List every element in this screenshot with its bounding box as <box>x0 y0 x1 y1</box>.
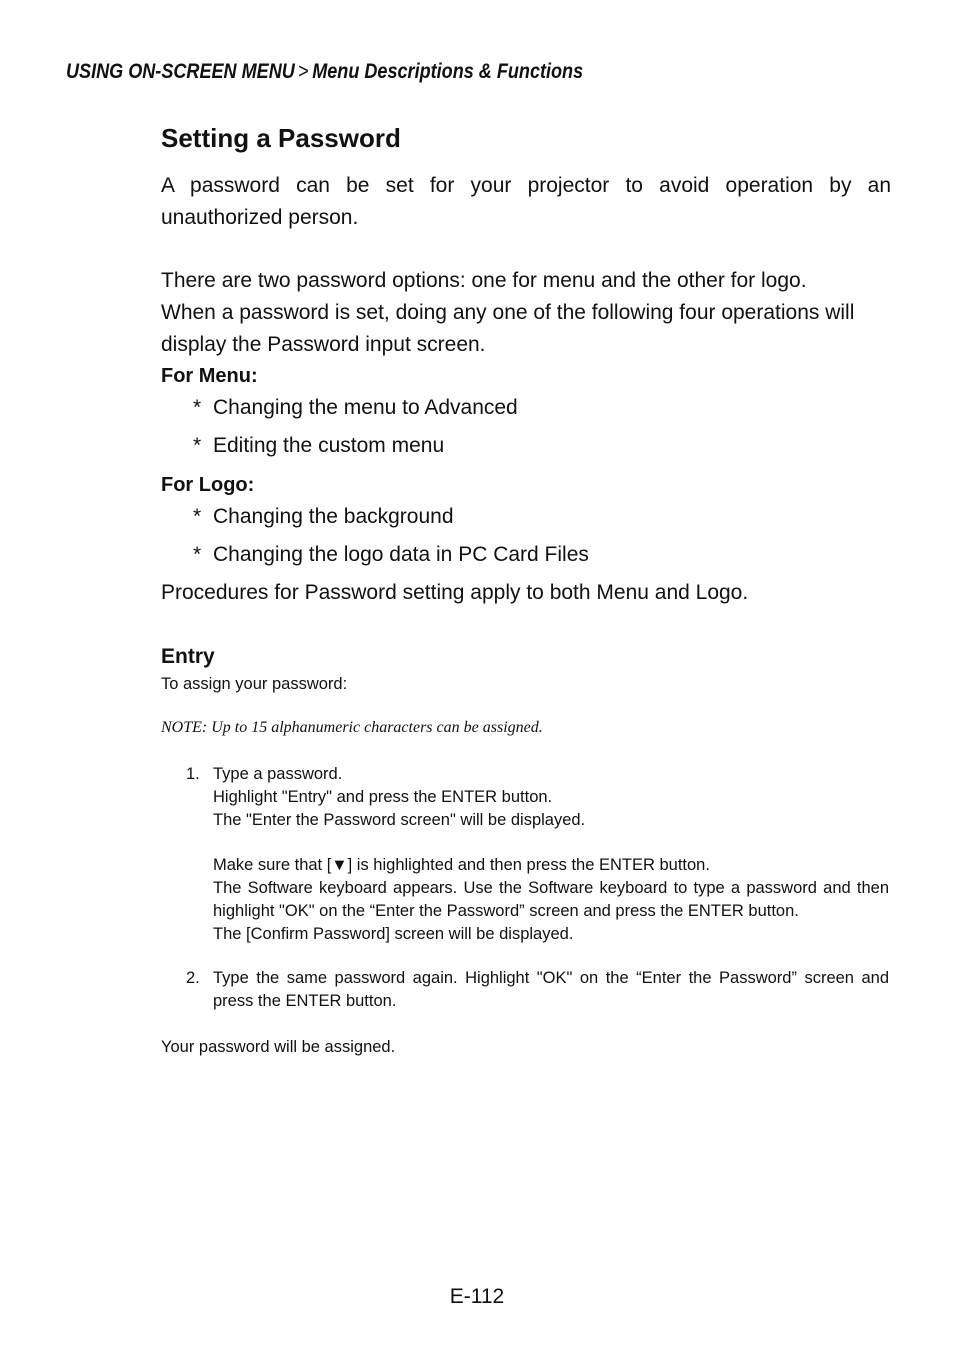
step-line: The Software keyboard appears. Use the Software keyboard to type a password and then highlight "OK" on the “Enter the Password” screen and press the ENTER button. <box>213 878 889 920</box>
bullet-asterisk: * <box>193 543 202 566</box>
intro-paragraph-2 <box>161 265 891 361</box>
entry-intro: To assign your password: <box>161 675 348 693</box>
list-item-text: Changing the logo data in PC Card Files <box>213 543 589 566</box>
intro-paragraph-1: A password can be set for your projector to avoid operation by an unauthorized person. <box>161 174 891 229</box>
list-item <box>193 434 444 458</box>
page-number: E-112 <box>449 1285 505 1308</box>
bullet-asterisk: * <box>193 505 202 528</box>
menu-heading: For Menu: <box>161 365 258 387</box>
step-line: Make sure that [▼] is highlighted and then press the ENTER button. <box>213 856 710 875</box>
step-line: The [Confirm Password] screen will be displayed. <box>213 924 574 943</box>
intro-paragraph-2-line-1: There are two password options: one for menu and the other for logo. <box>161 269 807 292</box>
procedures-text: Procedures for Password setting apply to both Menu and Logo. <box>161 581 749 604</box>
list-item-text: Changing the background <box>213 505 454 528</box>
step-number: 2. <box>186 969 200 987</box>
entry-result: Your password will be assigned. <box>161 1038 396 1056</box>
step-line: Type the same password again. Highlight "OK" on the “Enter the Password” screen and press the ENTER button. <box>213 969 889 1010</box>
step-line: The "Enter the Password screen" will be displayed. <box>213 810 586 829</box>
header-subsection: Menu Descriptions & Functions <box>312 60 584 83</box>
bullet-asterisk: * <box>193 396 202 419</box>
step-line: Highlight "Entry" and press the ENTER button. <box>213 787 553 806</box>
page-title: Setting a Password <box>161 123 401 153</box>
entry-note: NOTE: Up to 15 alphanumeric characters can be assigned. <box>161 719 543 736</box>
bullet-asterisk: * <box>193 434 202 457</box>
header-section: USING ON-SCREEN MENU <box>66 60 295 83</box>
step-1 <box>186 763 889 945</box>
logo-heading: For Logo: <box>161 474 255 496</box>
list-item-text: Changing the menu to Advanced <box>213 396 518 419</box>
list-item <box>193 505 454 529</box>
list-item <box>193 543 589 567</box>
step-line: Type a password. <box>213 765 343 783</box>
running-header <box>66 60 583 84</box>
step-2 <box>186 967 889 1013</box>
list-item-text: Editing the custom menu <box>213 434 445 457</box>
list-item <box>193 396 518 420</box>
step-number: 1. <box>186 765 200 783</box>
header-separator: > <box>298 60 309 83</box>
entry-heading: Entry <box>161 645 215 668</box>
intro-paragraph-2-line-2: When a password is set, doing any one of the following four operations will display the Password input screen. <box>161 301 855 356</box>
